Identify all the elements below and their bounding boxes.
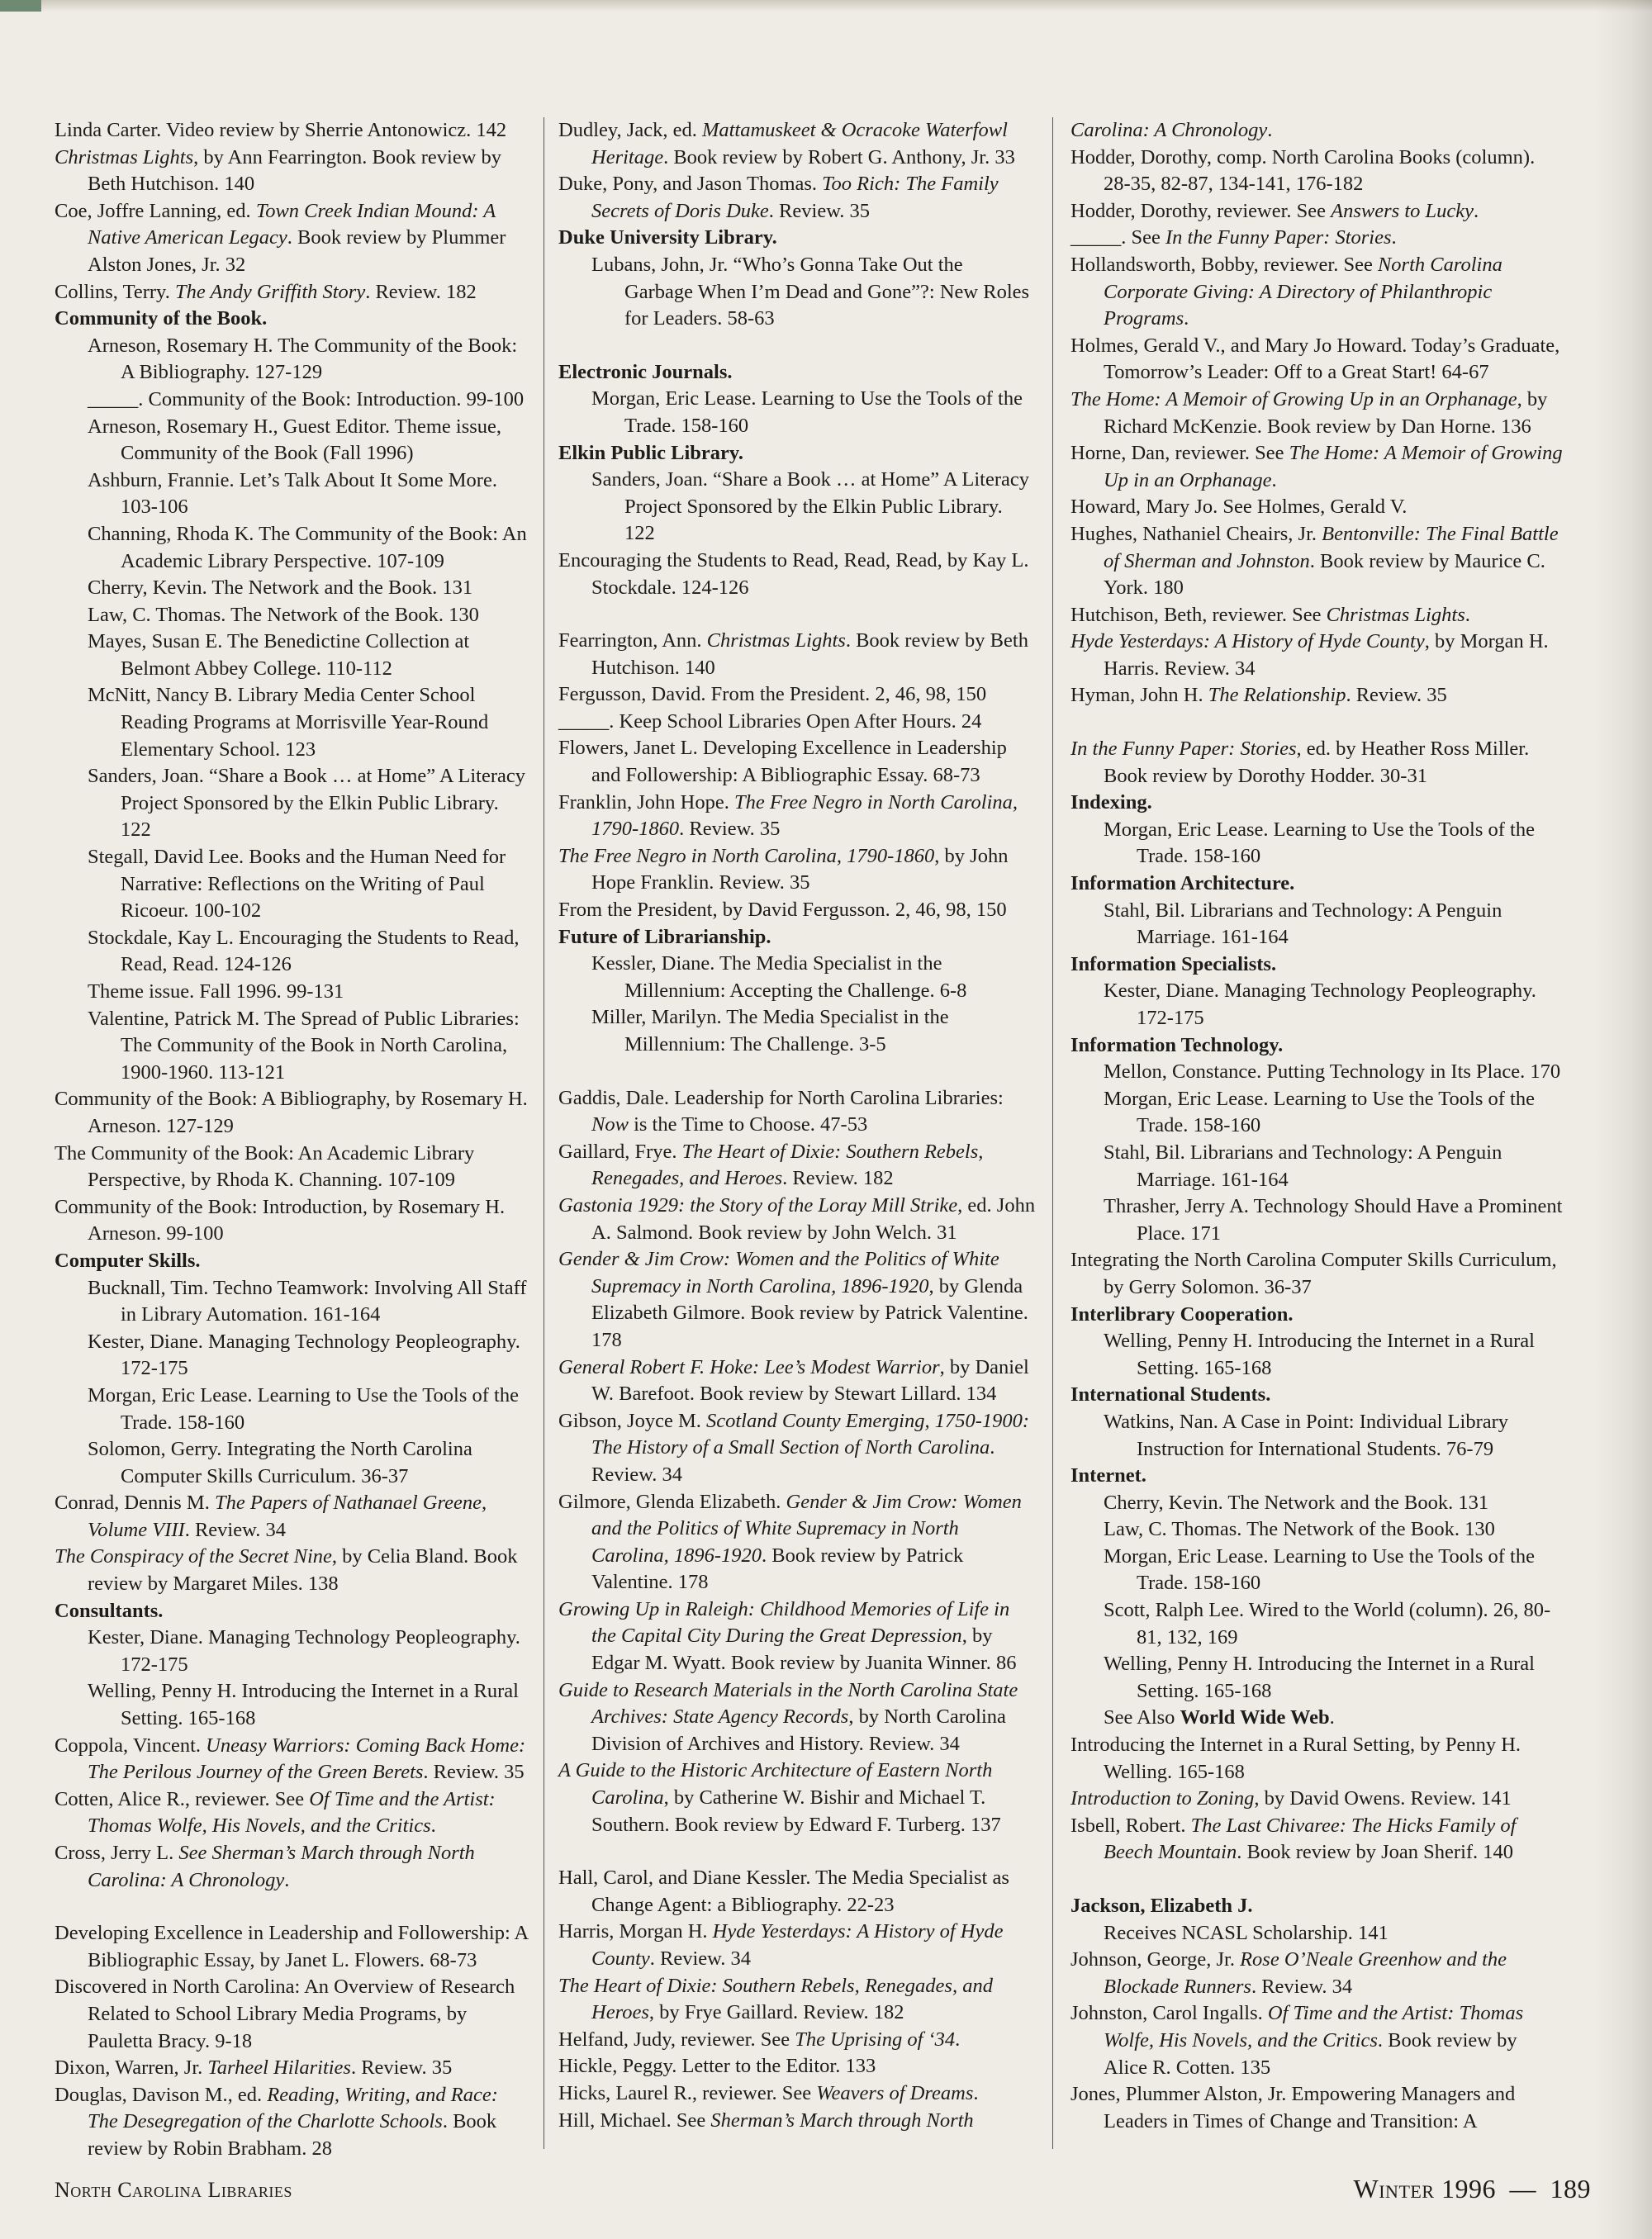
- subject-heading: Future of Librarianship.: [558, 925, 771, 948]
- subject-heading: Information Technology.: [1070, 1033, 1284, 1056]
- index-entry: Douglas, Davison M., ed. Reading, Writing, and Race: The Desegregation of the Charlotte Schools. Book review by Robin Brabham. 28: [55, 2083, 498, 2160]
- subject-heading: International Students.: [1070, 1383, 1271, 1406]
- sub-entry: Lubans, John, Jr. “Who’s Gonna Take Out the Garbage When I’m Dead and Gone”?: New Roles for Leaders. 58-63: [591, 253, 1030, 330]
- cover-corner: [0, 0, 41, 12]
- index-entry: Gibson, Joyce M. Scotland County Emerging, 1750-1900: The History of a Small Section of North Carolina. Review. 34: [558, 1409, 1030, 1486]
- index-entry: In the Funny Paper: Stories, ed. by Heather Ross Miller. Book review by Dorothy Hodder. 30-31: [1070, 738, 1530, 787]
- subject-heading: Computer Skills.: [55, 1249, 201, 1272]
- index-entry: The Home: A Memoir of Growing Up in an Orphanage, by Richard McKenzie. Book review by Dan Horne. 136: [1070, 387, 1548, 438]
- subject-heading: Jackson, Elizabeth J.: [1070, 1895, 1253, 1917]
- sub-entry: Sanders, Joan. “Share a Book … at Home” A Literacy Project Sponsored by the Elkin Public Library. 122: [88, 765, 526, 842]
- index-entry: Isbell, Robert. The Last Chivaree: The Hicks Family of Beech Mountain. Book review by Joan Sherif. 140: [1070, 1814, 1517, 1864]
- sub-entry: Arneson, Rosemary H., Guest Editor. Theme issue, Community of the Book (Fall 1996): [88, 415, 502, 465]
- sub-entry: Kester, Diane. Managing Technology Peopleography. 172-175: [88, 1626, 520, 1676]
- subject-heading: Interlibrary Cooperation.: [1070, 1302, 1294, 1326]
- index-entry: Hickle, Peggy. Letter to the Editor. 133: [558, 2055, 876, 2078]
- entry-spacer: [558, 1838, 1036, 1865]
- entry-spacer: [558, 333, 1036, 359]
- index-entry: Growing Up in Raleigh: Childhood Memories of Life in the Capital City During the Great Depression, by Edgar M. Wyatt. Book review by Juanita Winner. 86: [558, 1597, 1017, 1675]
- journal-title: North Carolina Libraries: [55, 2178, 292, 2202]
- index-entry: Flowers, Janet L. Developing Excellence in Leadership and Followership: A Bibliographic Essay. 68-73: [558, 737, 1007, 787]
- sub-entry: Morgan, Eric Lease. Learning to Use the Tools of the Trade. 158-160: [1104, 818, 1535, 868]
- index-entry: _____. See In the Funny Paper: Stories.: [1070, 226, 1397, 249]
- index-entry: From the President, by David Fergusson. 2, 46, 98, 150: [558, 899, 1007, 922]
- index-entry: _____. Keep School Libraries Open After Hours. 24: [558, 709, 982, 733]
- index-entry: Gaddis, Dale. Leadership for North Carolina Libraries: Now is the Time to Choose. 47-53: [558, 1086, 1004, 1136]
- subject-heading: Community of the Book.: [55, 307, 268, 330]
- index-entry: Fearrington, Ann. Christmas Lights. Book review by Beth Hutchison. 140: [558, 629, 1028, 679]
- index-entry: Collins, Terry. The Andy Griffith Story. Review. 182: [55, 280, 477, 303]
- index-entry: Discovered in North Carolina: An Overview of Research Related to School Library Media Programs, by Pauletta Bracy. 9-18: [55, 1976, 515, 2052]
- index-entry: Developing Excellence in Leadership and Followership: A Bibliographic Essay, by Janet L. Flowers. 68-73: [55, 1922, 528, 1971]
- index-entry: The Free Negro in North Carolina, 1790-1860, by John Hope Franklin. Review. 35: [558, 844, 1009, 894]
- index-entry: Dudley, Jack, ed. Mattamuskeet & Ocracoke Waterfowl Heritage. Book review by Robert G. Anthony, Jr. 33: [558, 119, 1015, 168]
- index-entry: Horne, Dan, reviewer. See The Home: A Memoir of Growing Up in an Orphanage.: [1070, 442, 1563, 491]
- page-number: 189: [1550, 2174, 1591, 2203]
- index-entry: Hutchison, Beth, reviewer. See Christmas Lights.: [1070, 603, 1470, 626]
- index-entry: Gaillard, Frye. The Heart of Dixie: Southern Rebels, Renegades, and Heroes. Review. 182: [558, 1140, 984, 1190]
- sub-entry: Morgan, Eric Lease. Learning to Use the Tools of the Trade. 158-160: [1104, 1544, 1535, 1595]
- sub-entry: Theme issue. Fall 1996. 99-131: [88, 980, 344, 1003]
- index-entry: Cotten, Alice R., reviewer. See Of Time and the Artist: Thomas Wolfe, His Novels, and the Critics.: [55, 1787, 496, 1838]
- index-entry: Gender & Jim Crow: Women and the Politics of White Supremacy in North Carolina, 1896-1920, by Glenda Elizabeth Gilmore. Book review by Patrick Valentine. 178: [558, 1248, 1028, 1351]
- index-entry: Hicks, Laurel R., reviewer. See Weavers of Dreams.: [558, 2081, 979, 2104]
- index-entry: Jones, Plummer Alston, Jr. Empowering Managers and Leaders in Times of Change and Transition: A: [1070, 2083, 1516, 2132]
- sub-entry: Kester, Diane. Managing Technology Peopleography. 172-175: [88, 1330, 520, 1380]
- subject-heading: Consultants.: [55, 1599, 164, 1622]
- index-entry: Hill, Michael. See Sherman’s March through North: [558, 2109, 974, 2132]
- index-entry: Fergusson, David. From the President. 2, 46, 98, 150: [558, 683, 987, 706]
- footer-dash: —: [1509, 2174, 1536, 2203]
- sub-entry: Stahl, Bil. Librarians and Technology: A Penguin Marriage. 161-164: [1104, 1141, 1502, 1191]
- index-entry: Community of the Book: Introduction, by Rosemary H. Arneson. 99-100: [55, 1195, 506, 1245]
- index-column-1: [55, 117, 532, 2163]
- index-entry: Christmas Lights, by Ann Fearrington. Book review by Beth Hutchison. 140: [55, 145, 502, 196]
- sub-entry: Cherry, Kevin. The Network and the Book. 131: [1104, 1491, 1489, 1514]
- sub-entry: Cherry, Kevin. The Network and the Book. 131: [88, 576, 473, 600]
- sub-entry: Stegall, David Lee. Books and the Human Need for Narrative: Reflections on the Writing of Paul Ricoeur. 100-102: [88, 846, 506, 923]
- index-entry: Hyde Yesterdays: A History of Hyde County, by Morgan H. Harris. Review. 34: [1070, 630, 1549, 680]
- sub-entry: Watkins, Nan. A Case in Point: Individual Library Instruction for International Students. 76-79: [1104, 1410, 1509, 1460]
- sub-entry: Kester, Diane. Managing Technology Peopleography. 172-175: [1104, 980, 1536, 1029]
- sub-entry: Welling, Penny H. Introducing the Internet in a Rural Setting. 165-168: [1104, 1330, 1535, 1379]
- entry-spacer: [558, 601, 1036, 628]
- sub-entry: Ashburn, Frannie. Let’s Talk About It Some More. 103-106: [88, 468, 497, 519]
- index-entry: Dixon, Warren, Jr. Tarheel Hilarities. Review. 35: [55, 2056, 453, 2080]
- sub-entry: Receives NCASL Scholarship. 141: [1104, 1921, 1389, 1944]
- sub-entry: Valentine, Patrick M. The Spread of Public Libraries: The Community of the Book in North Carolina, 1900-1960. 113-121: [88, 1007, 520, 1084]
- sub-entry: See Also World Wide Web.: [1104, 1706, 1335, 1729]
- sub-entry: Kessler, Diane. The Media Specialist in the Millennium: Accepting the Challenge. 6-8: [591, 952, 967, 1002]
- sub-entry: Morgan, Eric Lease. Learning to Use the Tools of the Trade. 158-160: [88, 1383, 519, 1434]
- index-entry: The Community of the Book: An Academic Library Perspective, by Rhoda K. Channing. 107-109: [55, 1141, 475, 1192]
- page-footer: [1347, 2174, 1591, 2204]
- page-edge-shadow: [1594, 0, 1652, 2239]
- subject-heading: Elkin Public Library.: [558, 441, 743, 464]
- index-entry: Gilmore, Glenda Elizabeth. Gender & Jim Crow: Women and the Politics of White Supremacy in North Carolina, 1896-1920. Book review by Patrick Valentine. 178: [558, 1490, 1022, 1594]
- index-entry: Hodder, Dorothy, comp. North Carolina Books (column). 28-35, 82-87, 134-141, 176-182: [1070, 145, 1536, 196]
- sub-entry: Sanders, Joan. “Share a Book … at Home” A Literacy Project Sponsored by the Elkin Public Library. 122: [591, 468, 1030, 545]
- index-entry: Howard, Mary Jo. See Holmes, Gerald V.: [1070, 496, 1408, 519]
- index-column-2: [558, 117, 1036, 2134]
- index-entry: Harris, Morgan H. Hyde Yesterdays: A History of Hyde County. Review. 34: [558, 1920, 1004, 1970]
- page-top-shadow: [0, 0, 1652, 12]
- index-entry: Guide to Research Materials in the North Carolina State Archives: State Agency Records, by North Carolina Division of Archives and History. Review. 34: [558, 1678, 1018, 1755]
- index-entry: Helfand, Judy, reviewer. See The Uprising of ‘34.: [558, 2028, 961, 2051]
- sub-entry: _____. Community of the Book: Introduction. 99-100: [88, 387, 525, 410]
- subject-heading: Electronic Journals.: [558, 360, 733, 383]
- index-entry: The Conspiracy of the Secret Nine, by Celia Bland. Book review by Margaret Miles. 138: [55, 1545, 518, 1596]
- index-entry: Cross, Jerry L. See Sherman’s March through North Carolina: A Chronology.: [55, 1842, 475, 1891]
- sub-entry: Mellon, Constance. Putting Technology in Its Place. 170: [1104, 1060, 1561, 1084]
- sub-entry: Scott, Ralph Lee. Wired to the World (column). 26, 80-81, 132, 169: [1104, 1599, 1551, 1648]
- index-entry: Duke, Pony, and Jason Thomas. Too Rich: The Family Secrets of Doris Duke. Review. 35: [558, 173, 999, 222]
- sub-entry: Solomon, Gerry. Integrating the North Carolina Computer Skills Curriculum. 36-37: [88, 1438, 472, 1487]
- issue-date: Winter 1996: [1353, 2174, 1496, 2203]
- sub-entry: Miller, Marilyn. The Media Specialist in the Millennium: The Challenge. 3-5: [591, 1006, 949, 1055]
- index-entry: The Heart of Dixie: Southern Rebels, Renegades, and Heroes, by Frye Gaillard. Review. 182: [558, 1974, 993, 2024]
- sub-entry: Channing, Rhoda K. The Community of the Book: An Academic Library Perspective. 107-109: [88, 522, 527, 572]
- sub-entry: Stahl, Bil. Librarians and Technology: A Penguin Marriage. 161-164: [1104, 899, 1502, 949]
- index-entry: Conrad, Dennis M. The Papers of Nathanael Greene, Volume VIII. Review. 34: [55, 1492, 487, 1541]
- index-entry: Linda Carter. Video review by Sherrie Antonowicz. 142: [55, 119, 507, 141]
- index-entry: Carolina: A Chronology.: [1070, 119, 1273, 141]
- subject-heading: Information Architecture.: [1070, 872, 1295, 895]
- index-entry: Gastonia 1929: the Story of the Loray Mill Strike, ed. John A. Salmond. Book review by John Welch. 31: [558, 1193, 1036, 1244]
- sub-entry: Thrasher, Jerry A. Technology Should Have a Prominent Place. 171: [1104, 1195, 1563, 1245]
- index-column-3: [1070, 117, 1563, 2135]
- index-entry: Coppola, Vincent. Uneasy Warriors: Coming Back Home: The Perilous Journey of the Green Berets. Review. 35: [55, 1734, 526, 1784]
- index-entry: A Guide to the Historic Architecture of Eastern North Carolina, by Catherine W. Bishir and Michael T. Southern. Book review by Edward F. Turberg. 137: [558, 1759, 1001, 1836]
- index-entry: Hughes, Nathaniel Cheairs, Jr. Bentonville: The Final Battle of Sherman and Johnston. Book review by Maurice C. York. 180: [1070, 522, 1559, 600]
- sub-entry: Morgan, Eric Lease. Learning to Use the Tools of the Trade. 158-160: [1104, 1087, 1535, 1137]
- column-divider: [1052, 117, 1053, 2149]
- index-entry: General Robert F. Hoke: Lee’s Modest Warrior, by Daniel W. Barefoot. Book review by Stewart Lillard. 134: [558, 1355, 1029, 1406]
- entry-spacer: [1070, 1867, 1563, 1893]
- entry-spacer: [558, 1059, 1036, 1085]
- sub-entry: Stockdale, Kay L. Encouraging the Students to Read, Read, Read. 124-126: [88, 926, 520, 976]
- index-entry: Introduction to Zoning, by David Owens. Review. 141: [1070, 1787, 1512, 1810]
- index-entry: Coe, Joffre Lanning, ed. Town Creek Indian Mound: A Native American Legacy. Book review by Plummer Alston Jones, Jr. 32: [55, 199, 506, 276]
- sub-entry: Bucknall, Tim. Techno Teamwork: Involving All Staff in Library Automation. 161-164: [88, 1276, 527, 1326]
- index-entry: Johnston, Carol Ingalls. Of Time and the Artist: Thomas Wolfe, His Novels, and the Critics. Book review by Alice R. Cotten. 135: [1070, 2002, 1524, 2079]
- entry-spacer: [1070, 709, 1563, 736]
- sub-entry: Welling, Penny H. Introducing the Internet in a Rural Setting. 165-168: [88, 1680, 519, 1730]
- index-entry: Franklin, John Hope. The Free Negro in North Carolina, 1790-1860. Review. 35: [558, 790, 1018, 841]
- subject-heading: Indexing.: [1070, 791, 1152, 814]
- index-entry: Hodder, Dorothy, reviewer. See Answers to Lucky.: [1070, 199, 1479, 222]
- sub-entry: Law, C. Thomas. The Network of the Book. 130: [88, 603, 479, 626]
- index-entry: Hall, Carol, and Diane Kessler. The Media Specialist as Change Agent: a Bibliography. 22-23: [558, 1867, 1009, 1916]
- sub-entry: Welling, Penny H. Introducing the Internet in a Rural Setting. 165-168: [1104, 1653, 1535, 1702]
- index-entry: Introducing the Internet in a Rural Setting, by Penny H. Welling. 165-168: [1070, 1734, 1521, 1783]
- index-entry: Community of the Book: A Bibliography, by Rosemary H. Arneson. 127-129: [55, 1088, 528, 1137]
- index-entry: Hyman, John H. The Relationship. Review. 35: [1070, 684, 1447, 707]
- index-entry: Hollandsworth, Bobby, reviewer. See North Carolina Corporate Giving: A Directory of Philanthropic Programs.: [1070, 253, 1502, 330]
- sub-entry: Arneson, Rosemary H. The Community of the Book: A Bibliography. 127-129: [88, 334, 518, 384]
- entry-spacer: [55, 1894, 532, 1920]
- sub-entry: Mayes, Susan E. The Benedictine Collection at Belmont Abbey College. 110-112: [88, 630, 470, 680]
- index-entry: Johnson, George, Jr. Rose O’Neale Greenhow and the Blockade Runners. Review. 34: [1070, 1948, 1507, 1998]
- subject-heading: Duke University Library.: [558, 226, 777, 249]
- index-entry: Encouraging the Students to Read, Read, Read, by Kay L. Stockdale. 124-126: [558, 548, 1029, 599]
- sub-entry: McNitt, Nancy B. Library Media Center School Reading Programs at Morrisville Year-Round Elementary School. 123: [88, 684, 489, 761]
- index-entry: Holmes, Gerald V., and Mary Jo Howard. Today’s Graduate, Tomorrow’s Leader: Off to a Great Start! 64-67: [1070, 334, 1560, 384]
- subject-heading: Internet.: [1070, 1464, 1146, 1487]
- sub-entry: Morgan, Eric Lease. Learning to Use the Tools of the Trade. 158-160: [591, 387, 1023, 437]
- index-entry: Integrating the North Carolina Computer Skills Curriculum, by Gerry Solomon. 36-37: [1070, 1249, 1557, 1298]
- sub-entry: Law, C. Thomas. The Network of the Book. 130: [1104, 1518, 1495, 1541]
- subject-heading: Information Specialists.: [1070, 952, 1277, 975]
